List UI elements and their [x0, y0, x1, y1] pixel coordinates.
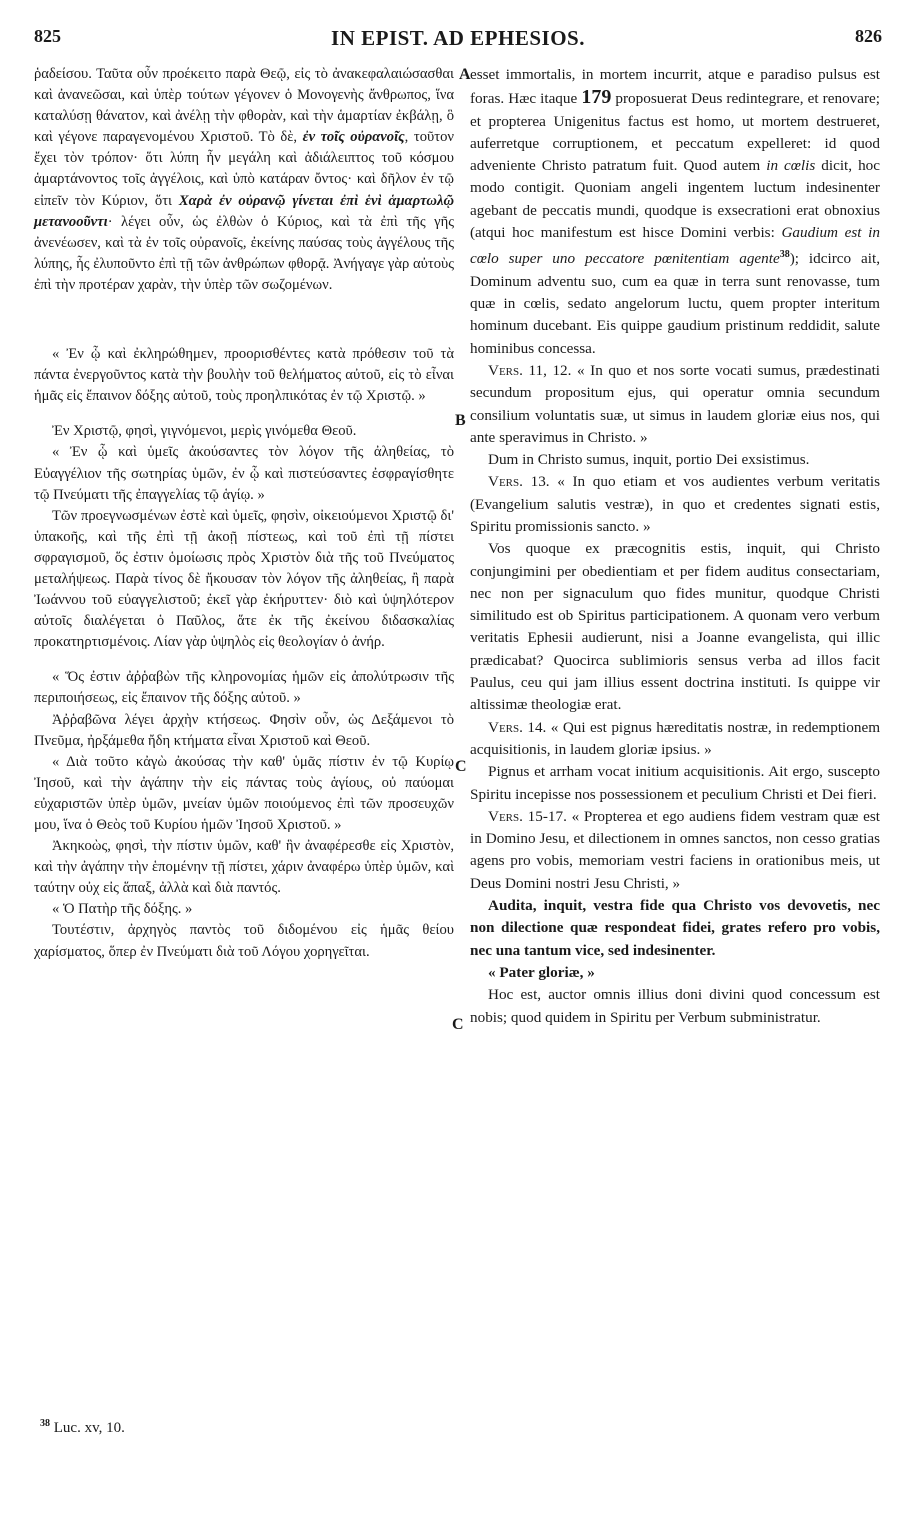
- greek-quote: « Ὅς ἐστιν ἀῤῥαβὼν τῆς κληρονομίας ἡμῶν εἰς ἀπολύτρωσιν τῆς περιποιήσεως, εἰς ἔπαινον τῆς δόξης αὐτοῦ. »: [34, 669, 454, 707]
- page-header: [34, 26, 882, 56]
- greek-quote: « Ὁ Πατὴρ τῆς δόξης. »: [52, 901, 193, 918]
- footnote: [40, 1418, 125, 1437]
- footnote-text: Luc. xv, 10.: [53, 1420, 125, 1436]
- latin-paragraph: [470, 64, 880, 360]
- greek-comment: Τῶν προεγνωσμένων ἐστὲ καὶ ὑμεῖς, φησὶν, οἰκειούμενοι Χριστῷ δι' ὑπακοῆς, καὶ τῆς ἐπὶ τῇ ἀκοῇ πίστεως, καὶ τοῦ ἐπὶ τῇ πίστει σφραγισμοῦ, ὅς ἐστιν ὁμοίωσις πρὸς Χριστὸν διὰ τῆς τοῦ Πνεύματος μεταλήψεως. Παρὰ τίνος δὲ ἤκουσαν τὸν λόγον τῆς ἀληθείας, ἢ παρὰ Ἰωάννου τοῦ εὐαγγελιστοῦ; ἐκεῖ γὰρ ἐκήρυττεν· διὸ καὶ ὑψηλότερον αὐτοῖς διαλέγεται ὁ Παῦλος, ἅτε ἐκ τῆς ἐκείνου διδασκαλίας προκατηρτισμένοις. Λίαν γὰρ ὑψηλὸς εἰς θεολογίαν ὁ ἀνήρ.: [34, 507, 454, 651]
- latin-text: « Propterea et ego audiens fidem vestram quæ est in Domino Jesu, et dilectionem in omnes sanctos, non cesso gratias agens pro vobis, memoriam vestri faciens in orationibus meis, ut Deus Domini nostri Jesu Christi, »: [470, 807, 881, 892]
- latin-column: [470, 64, 880, 1029]
- latin-verse: [470, 806, 880, 895]
- verse-label: Vers. 13.: [488, 473, 550, 491]
- latin-comment: Dum in Christo sumus, inquit, portio Dei exsistimus.: [488, 451, 810, 469]
- greek-comment: Τουτέστιν, ἀρχηγὸς παντὸς τοῦ διδομένου εἰς ἡμᾶς θείου χαρίσματος, ὅπερ ἐν Πνεύματι διὰ τοῦ Λόγου χορηγεῖται.: [34, 922, 454, 960]
- latin-verse: [470, 360, 880, 449]
- latin-verse: [470, 471, 880, 538]
- running-title: IN EPIST. AD EPHESIOS.: [331, 26, 585, 50]
- latin-text: ); idcirco ait, Dominum adventu suo, cum ea quæ in terra sunt renovasse, tum quæ in cœlis, sedato angelorum luctu, quem propter interitum hominum ducebant. Eis quippe gaudium pristinum reddidit, salute hominibus concessa.: [470, 250, 881, 357]
- margin-letter-a: A: [459, 66, 471, 83]
- latin-comment: Pignus et arrham vocat initium acquisitionis. Ait ergo, suscepto Spiritu incepisse nos possessionem et peculium Christi et Dei fieri.: [470, 763, 880, 803]
- latin-comment: Audita, inquit, vestra fide qua Christo vos devovetis, nec non dilectione quæ respondeat fidei, grates refero pro vobis, nec una tantum vice, sed indesinenter.: [470, 897, 880, 959]
- latin-comment: Hoc est, auctor omnis illius doni divini quod concessum est nobis; quod quidem in Spiritu per Verbum subministratur.: [470, 986, 880, 1026]
- margin-letter-b: B: [455, 412, 466, 429]
- greek-paragraph: [34, 64, 454, 296]
- page-number-left: 825: [34, 26, 61, 46]
- latin-italic: Gaudium est in cœlo super uno peccatore pœnitentiam agente: [470, 224, 880, 268]
- verse-label: Vers. 14.: [488, 718, 547, 736]
- greek-comment: Ἀῤῥαβῶνα λέγει ἀρχὴν κτήσεως. Φησὶν οὖν, ὡς Δεξάμενοι τὸ Πνεῦμα, ἠρξάμεθα ἤδη κτήματα εἶναι Χριστοῦ καὶ Θεοῦ.: [34, 711, 454, 749]
- latin-comment: Vos quoque ex præcognitis estis, inquit, qui Christo conjungimini per obedientiam et per fidem auditus consectariam, nec non per signaculum quo fides munitur, quodque Christi similitudo est ob Spiritus participationem. A quonam vero verbum veritatis Ephesii audierunt, nisi a Joanne evangelista, qui illic prædicabat? Quocirca sublimioris sensus verba ad illos facit Paulus, ceu qui jam illius essent doctrina instituti. Is quippe vir altissimæ theologiæ erat.: [470, 540, 880, 714]
- verse-label: Vers. 11, 12.: [488, 361, 572, 379]
- latin-text: dicit, hoc modo contigit. Quoniam angeli ingentem luctum indesinenter agebant de peccatis mundi, quodque is exsecrationi erat obnoxius (atqui hoc manifestum est hisce Domini verbis:: [470, 157, 880, 242]
- latin-text: « In quo et nos sorte vocati sumus, prædestinati secundum propositum ejus, qui operatur omnia secundum consilium voluntatis suæ, ut simus in laudem gloriæ eius nos, qui ante speravimus in Christo. »: [470, 361, 881, 446]
- greek-quote: « Ἐν ᾧ καὶ ἐκληρώθημεν, προορισθέντες κατὰ πρόθεσιν τοῦ τὰ πάντα ἐνεργοῦντος κατὰ τὴν βουλὴν τοῦ θελήματος αὐτοῦ, εἰς τὸ εἶναι ἡμᾶς εἰς ἔπαινον δόξης αὐτοῦ, τοὺς προηλπικότας ἐν τῷ Χριστῷ. »: [34, 346, 454, 405]
- latin-text: « In quo etiam et vos audientes verbum veritatis (Evangelium salutis vestræ), in quo et credentes signati estis, Spiritu promissionis sancto. »: [470, 473, 880, 535]
- margin-letter-c-second: C: [452, 1016, 464, 1033]
- latin-verse: « Pater gloriæ, »: [488, 963, 595, 981]
- greek-text: ῥαδείσου. Ταῦτα οὖν προέκειτο παρὰ Θεῷ, εἰς τὸ ἀνακεφαλαιώσασθαι καὶ ἀνανεῶσαι, καὶ ὑπὲρ τούτων γέγονεν ὁ Μονογενὴς ἄνθρωπος, ἵνα καταλύσῃ θάνατον, καὶ ἀνέλῃ τὴν φθορὰν, καὶ τὴν ἁμαρτίαν ἐκβάλῃ, ὃ καὶ γέγονε παραγενομένου Χριστοῦ. Τὸ δὲ,: [34, 66, 454, 146]
- latin-text: proposuerat Deus redintegrare, et renovare; et propterea Unigenitus factus est homo, ut mortem destrueret, auferretque corruptionem, et peccatum expelleret: id quod adveniente Christo patratum fuit. Quod autem: [470, 90, 881, 175]
- greek-text: · λέγει οὖν, ὡς ἐλθὼν ὁ Κύριος, καὶ τὰ ἐπὶ τῆς γῆς ἀνενέωσεν, καὶ τὰ ἐν τοῖς οὐρανοῖς, ἐκείνης παύσας τοὺς ἀγγέλους τῆς λύπης, ἧς ἐλυποῦντο ἐπὶ τῇ τῶν ἀνθρώπων φθορᾷ. Ἀνήγαγε γὰρ αὐτοὺς ἐπὶ τὴν προτέραν χαρὰν, τὴν ὑπὲρ τῶν σωζομένων.: [34, 213, 454, 293]
- greek-quote: « Διὰ τοῦτο κἀγὼ ἀκούσας τὴν καθ' ὑμᾶς πίστιν ἐν τῷ Κυρίῳ Ἰησοῦ, καὶ τὴν ἀγάπην τὴν εἰς πάντας τοὺς ἁγίους, οὐ παύομαι εὐχαριστῶν ὑπὲρ ὑμῶν, μνείαν ὑμῶν ποιούμενος ἐπὶ τῶν προσευχῶν μου, ἵνα ὁ Θεὸς τοῦ Κυρίου ἡμῶν Ἰησοῦ Χριστοῦ. »: [34, 753, 454, 833]
- page-number-right: 826: [855, 26, 882, 46]
- latin-text: « Qui est pignus hæreditatis nostræ, in redemptionem acquisitionis, in laudem gloriæ ipsius. »: [470, 718, 881, 758]
- greek-column: [34, 64, 454, 963]
- column-number: 179: [581, 86, 612, 109]
- greek-italic: Χαρὰ ἐν οὐρανῷ γίνεται ἐπὶ ἑνὶ ἁμαρτωλῷ μετανοοῦντι: [34, 192, 455, 230]
- greek-comment: Ἀκηκοὼς, φησὶ, τὴν πίστιν ὑμῶν, καθ' ἣν ἀναφέρεσθε εἰς Χριστὸν, καὶ τὴν ἀγάπην τὴν ἑπομένην τῇ πίστει, χάριν ἀναφέρω ὑπὲρ ὑμῶν, καὶ ταύτην οὐχ εἰς ἅπαξ, ἀλλὰ καὶ διὰ παντός.: [34, 838, 454, 897]
- greek-italic: ἐν τοῖς οὐρανοῖς: [302, 129, 405, 146]
- greek-comment: Ἐν Χριστῷ, φησὶ, γιγνόμενοι, μερὶς γινόμεθα Θεοῦ.: [52, 423, 357, 440]
- latin-italic: in cœlis: [766, 157, 816, 175]
- footnote-reference: 38: [779, 249, 790, 261]
- margin-letter-c: C: [455, 758, 467, 775]
- greek-quote: « Ἐν ᾧ καὶ ὑμεῖς ἀκούσαντες τὸν λόγον τῆς ἀληθείας, τὸ Εὐαγγέλιον τῆς σωτηρίας ὑμῶν, ἐν ᾧ καὶ πιστεύσαντες ἐσφραγίσθητε τῷ Πνεύματι τῆς ἐπαγγελίας τῷ ἁγίῳ. »: [34, 444, 454, 503]
- greek-text: , τοῦτον ἔχει τὸν τρόπον· ὅτι λύπη ἦν μεγάλη καὶ ἀδιάλειπτος τοῦ κόσμου ἁμαρτάνοντος τοῖς ἀγγέλοις, καὶ ὑπὸ κατάραν ὄντος· καὶ δῆλον ἐν τῷ εἰπεῖν τὸν Κύριον, ὅτι: [34, 129, 454, 209]
- footnote-mark: 38: [40, 1418, 50, 1429]
- latin-text: esset immortalis, in mortem incurrit, atque e paradiso pulsus est foras. Hæc itaque: [470, 66, 880, 108]
- verse-label: Vers. 15-17.: [488, 807, 567, 825]
- latin-verse: [470, 717, 880, 762]
